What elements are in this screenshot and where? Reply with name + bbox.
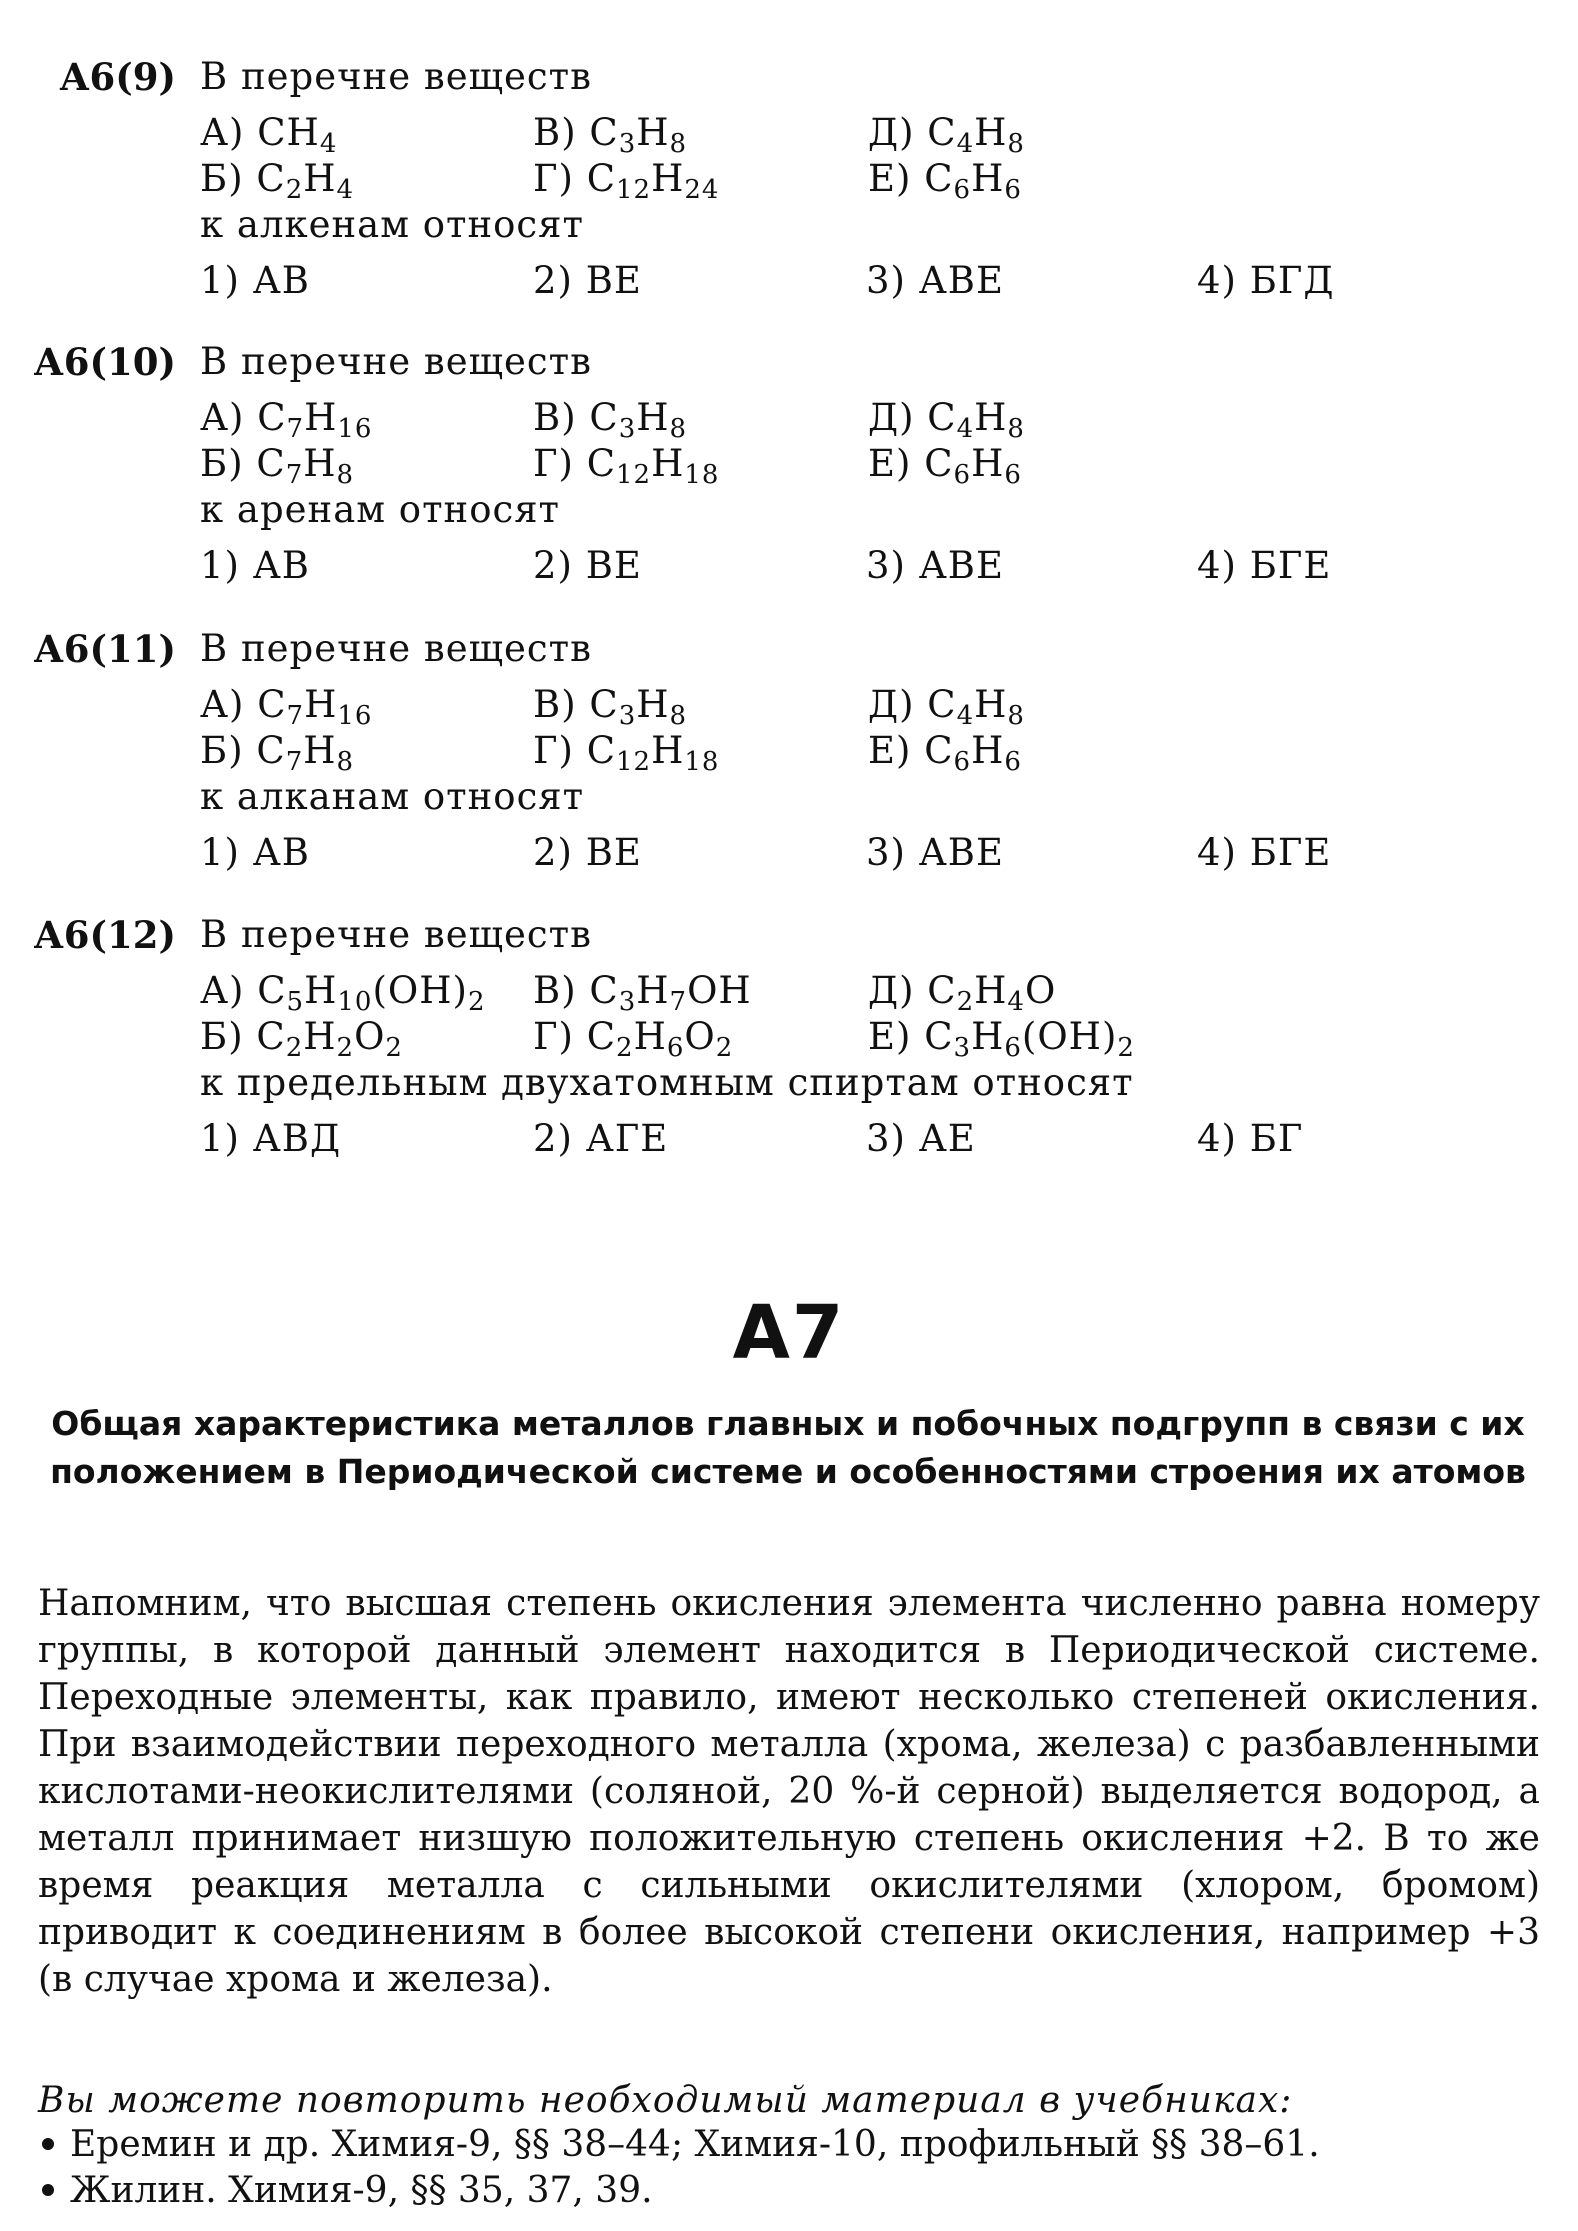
option-formula: $C_3H_8$ (589, 683, 688, 731)
option-formula: $C_3H_8$ (589, 396, 688, 444)
answer-choice-1: 1) АВ (200, 544, 310, 587)
question-text: к алканам относят (200, 775, 585, 818)
option-formula: $C_4H_8$ (927, 683, 1025, 731)
option-letter: Д) (868, 111, 915, 154)
option-formula: $C_{12}H_{24}$ (586, 157, 720, 205)
answer-choice-3: 3) АВЕ (866, 544, 1004, 587)
question-number: А6(11) (33, 627, 176, 671)
answer-choice-1: 1) АВ (200, 831, 310, 874)
option-letter: В) (533, 969, 577, 1012)
answer-choice-3: 3) АЕ (866, 1117, 976, 1160)
option-letter: Д) (868, 683, 915, 726)
answer-choice-2: 2) ВЕ (533, 831, 642, 874)
option-5 (868, 442, 1022, 490)
textbook-note: Вы можете повторить необходимый материал в учебниках: (38, 2080, 1293, 2121)
option-1 (533, 396, 688, 444)
option-formula: $C_7H_{16}$ (257, 683, 373, 731)
option-5 (868, 729, 1022, 777)
option-letter: В) (533, 111, 577, 154)
option-letter: Г) (533, 1015, 574, 1058)
option-letter: Е) (868, 729, 912, 772)
option-letter: Б) (200, 729, 244, 772)
section-paragraph: Напомним, что высшая степень окисления элемента численно равна номеру группы, в которой данный элемент находится в Периодической системе. Переходные элементы, как правило, имеют несколько степеней окисления. При взаимодействии переходного металла (хрома, железа) с разбавленными кислотами-неокислителями (соляной, 20 %-й серной) выделяется водород, а металл принимает низшую положительную степень окисления +2. В то же время реакция металла с сильными окислителями (хлором, бромом) приводит к соединениям в более высокой степени окисления, например +3 (в случае хрома и железа). (38, 1583, 1540, 2000)
question-lead: В перечне веществ (200, 627, 592, 670)
question-lead: В перечне веществ (200, 913, 592, 956)
answer-choice-2: 2) АГЕ (533, 1117, 669, 1160)
option-0 (200, 683, 373, 731)
option-letter: Е) (868, 442, 912, 485)
option-letter: Д) (868, 969, 915, 1012)
option-3 (200, 157, 355, 205)
option-2 (868, 111, 1025, 159)
textbook-list (38, 2124, 1320, 2216)
question-text: к алкенам относят (200, 203, 584, 246)
option-formula: $C_7H_{16}$ (257, 396, 373, 444)
option-formula: $C_2H_4O$ (927, 969, 1057, 1017)
option-formula: $C_3H_7OH$ (589, 969, 752, 1017)
answer-choice-4: 4) БГ (1197, 1117, 1304, 1160)
option-letter: Г) (533, 729, 574, 772)
option-letter: Г) (533, 157, 574, 200)
option-formula: $C_6H_6$ (924, 442, 1022, 490)
answer-choice-4: 4) БГЕ (1197, 831, 1332, 874)
option-2 (868, 396, 1025, 444)
section-subtitle: Общая характеристика металлов главных и побочных подгрупп в связи с их положением в Периодической системе и особенностями строения их атомов (50, 1404, 1526, 1491)
option-1 (533, 683, 688, 731)
option-2 (868, 969, 1057, 1017)
option-letter: Б) (200, 1015, 244, 1058)
option-letter: А) (200, 111, 245, 154)
option-formula: $C_4H_8$ (927, 111, 1025, 159)
option-formula: $C_2H_6O_2$ (586, 1015, 734, 1063)
option-formula: $C_6H_6$ (924, 157, 1022, 205)
option-4 (533, 1015, 734, 1063)
option-formula: $C_5H_{10}(OH)_2$ (257, 969, 486, 1017)
option-0 (200, 969, 486, 1017)
textbook-item (38, 2170, 1320, 2216)
answer-choice-2: 2) ВЕ (533, 544, 642, 587)
option-0 (200, 111, 338, 159)
section-title: А7 (732, 1290, 846, 1376)
option-formula: $C_2H_4$ (256, 157, 355, 205)
option-formula: $C_{12}H_{18}$ (586, 442, 720, 490)
option-formula: $C_7H_8$ (256, 729, 355, 777)
option-2 (868, 683, 1025, 731)
option-formula: $C_3H_6(OH)_2$ (924, 1015, 1135, 1063)
answer-choice-1: 1) АВД (200, 1117, 342, 1160)
option-formula: $C_7H_8$ (256, 442, 355, 490)
option-formula: $CH_4$ (257, 111, 338, 159)
option-letter: Д) (868, 396, 915, 439)
question-number: А6(10) (33, 340, 176, 384)
option-formula: $C_4H_8$ (927, 396, 1025, 444)
answer-choice-3: 3) АВЕ (866, 259, 1004, 302)
option-1 (533, 969, 752, 1017)
option-letter: В) (533, 396, 577, 439)
option-0 (200, 396, 373, 444)
option-3 (200, 1015, 403, 1063)
option-letter: А) (200, 969, 245, 1012)
option-formula: $C_6H_6$ (924, 729, 1022, 777)
option-1 (533, 111, 688, 159)
question-text: к предельным двухатомным спиртам относят (200, 1061, 1134, 1104)
answer-choice-4: 4) БГД (1197, 259, 1335, 302)
answer-choice-3: 3) АВЕ (866, 831, 1004, 874)
bullet-icon (42, 2184, 54, 2196)
option-4 (533, 157, 720, 205)
option-letter: Е) (868, 157, 912, 200)
bullet-icon (42, 2138, 54, 2150)
option-3 (200, 442, 355, 490)
answer-choice-4: 4) БГЕ (1197, 544, 1332, 587)
option-letter: Г) (533, 442, 574, 485)
option-letter: Б) (200, 442, 244, 485)
option-letter: В) (533, 683, 577, 726)
textbook-item-text: Еремин и др. Химия-9, §§ 38–44; Химия-10, профильный §§ 38–61. (70, 2124, 1320, 2165)
option-letter: А) (200, 683, 245, 726)
textbook-item (38, 2124, 1320, 2170)
answer-choice-1: 1) АВ (200, 259, 310, 302)
answer-choice-2: 2) ВЕ (533, 259, 642, 302)
option-letter: Б) (200, 157, 244, 200)
option-5 (868, 1015, 1135, 1063)
textbook-item-text: Жилин. Химия-9, §§ 35, 37, 39. (70, 2170, 653, 2211)
question-text: к аренам относят (200, 488, 561, 531)
option-5 (868, 157, 1022, 205)
question-number: А6(12) (33, 913, 176, 957)
option-formula: $C_{12}H_{18}$ (586, 729, 720, 777)
option-formula: $C_3H_8$ (589, 111, 688, 159)
option-3 (200, 729, 355, 777)
option-letter: А) (200, 396, 245, 439)
option-formula: $C_2H_2O_2$ (256, 1015, 403, 1063)
option-letter: Е) (868, 1015, 912, 1058)
option-4 (533, 442, 720, 490)
option-4 (533, 729, 720, 777)
question-number: А6(9) (59, 55, 176, 99)
question-lead: В перечне веществ (200, 55, 592, 98)
question-lead: В перечне веществ (200, 340, 592, 383)
